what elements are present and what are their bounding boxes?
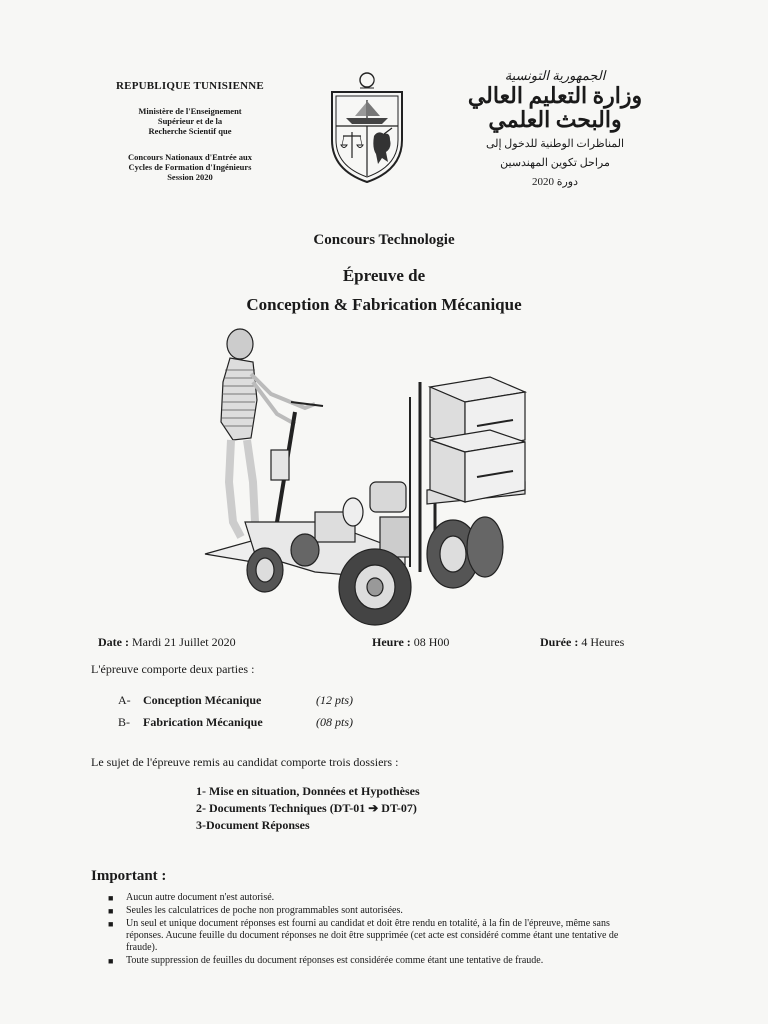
contest-line-1: Concours Nationaux d'Entrée aux [128, 152, 252, 162]
contest-line-2: Cycles de Formation d'Ingénieurs [128, 162, 252, 172]
dossier-item: 3-Document Réponses [196, 818, 310, 832]
part-points: (08 pts) [316, 715, 353, 729]
arabic-contest-2: مراحل تكوين المهندسين [500, 157, 610, 169]
important-title: Important : [91, 868, 167, 884]
ministry-line-3: Recherche Scientif que [148, 126, 232, 136]
dossiers-intro: Le sujet de l'épreuve remis au candidat comporte trois dossiers : [91, 755, 399, 769]
intro-text: L'épreuve comporte deux parties : [91, 662, 255, 676]
arabic-ministry-1: وزارة التعليم العالي [467, 83, 643, 108]
part-points: (12 pts) [316, 693, 353, 707]
duration-value: 4 Heures [581, 635, 625, 649]
part-b [118, 715, 353, 730]
square-bullet-icon: ■ [108, 906, 114, 916]
arabic-ministry-2: والبحث العلمي [488, 107, 622, 132]
part-a [118, 693, 353, 708]
list-item [108, 918, 648, 954]
contest-line-3: Session 2020 [167, 172, 213, 182]
ministry-line-1: Ministère de l'Enseignement [138, 106, 242, 116]
list-item [108, 955, 648, 967]
forklift-scooter-illustration [195, 322, 535, 627]
hour-label: Heure : [372, 635, 411, 649]
country-name: REPUBLIQUE TUNISIENNE [116, 80, 264, 92]
date-label: Date : [98, 635, 129, 649]
exam-hour [372, 635, 449, 650]
concours-title: Concours Technologie [313, 232, 455, 248]
part-letter: A- [118, 693, 131, 707]
dossier-item: 2- Documents Techniques (DT-01 ➔ DT-07) [196, 801, 417, 815]
important-list [108, 892, 648, 968]
exam-duration [540, 635, 624, 650]
part-name: Fabrication Mécanique [143, 715, 263, 729]
arabic-session: دورة 2020 [531, 176, 579, 188]
date-value: Mardi 21 Juillet 2020 [131, 635, 236, 649]
list-item-text: Toute suppression de feuilles du document réponses est considérée comme étant une tentative de fraude. [126, 955, 544, 966]
list-item-text: Seules les calculatrices de poche non programmables sont autorisées. [126, 905, 403, 916]
header-left [90, 80, 290, 182]
dossier-item: 1- Mise en situation, Données et Hypothèses [196, 784, 420, 798]
dossiers-list [196, 783, 420, 834]
ministry-line-2: Supérieur et de la [157, 116, 223, 126]
square-bullet-icon: ■ [108, 956, 114, 966]
duration-label: Durée : [540, 635, 579, 649]
tunisia-coat-of-arms-icon [322, 70, 412, 185]
arabic-contest-1: المناظرات الوطنية للدخول إلى [485, 138, 625, 150]
subject-title: Conception & Fabrication Mécanique [246, 295, 522, 314]
part-letter: B- [118, 715, 130, 729]
square-bullet-icon: ■ [108, 919, 114, 929]
list-item-text: Aucun autre document n'est autorisé. [126, 892, 275, 903]
arabic-republic: الجمهورية التونسية [504, 68, 606, 83]
list-item-text: Un seul et unique document réponses est fourni au candidat et doit être rendu en totalité, à la fin de l'épreuve, même sans réponses. Aucune feuille du document réponses ne doit être supprimée (cet acte est considéré comme étant une tentative de fraude). [126, 918, 619, 953]
list-item [108, 905, 648, 917]
header-right [455, 68, 655, 189]
epreuve-title: Épreuve de [342, 266, 426, 285]
hour-value: 08 H00 [413, 635, 450, 649]
list-item [108, 892, 648, 904]
exam-date [98, 635, 236, 650]
part-name: Conception Mécanique [143, 693, 262, 707]
square-bullet-icon: ■ [108, 893, 114, 903]
